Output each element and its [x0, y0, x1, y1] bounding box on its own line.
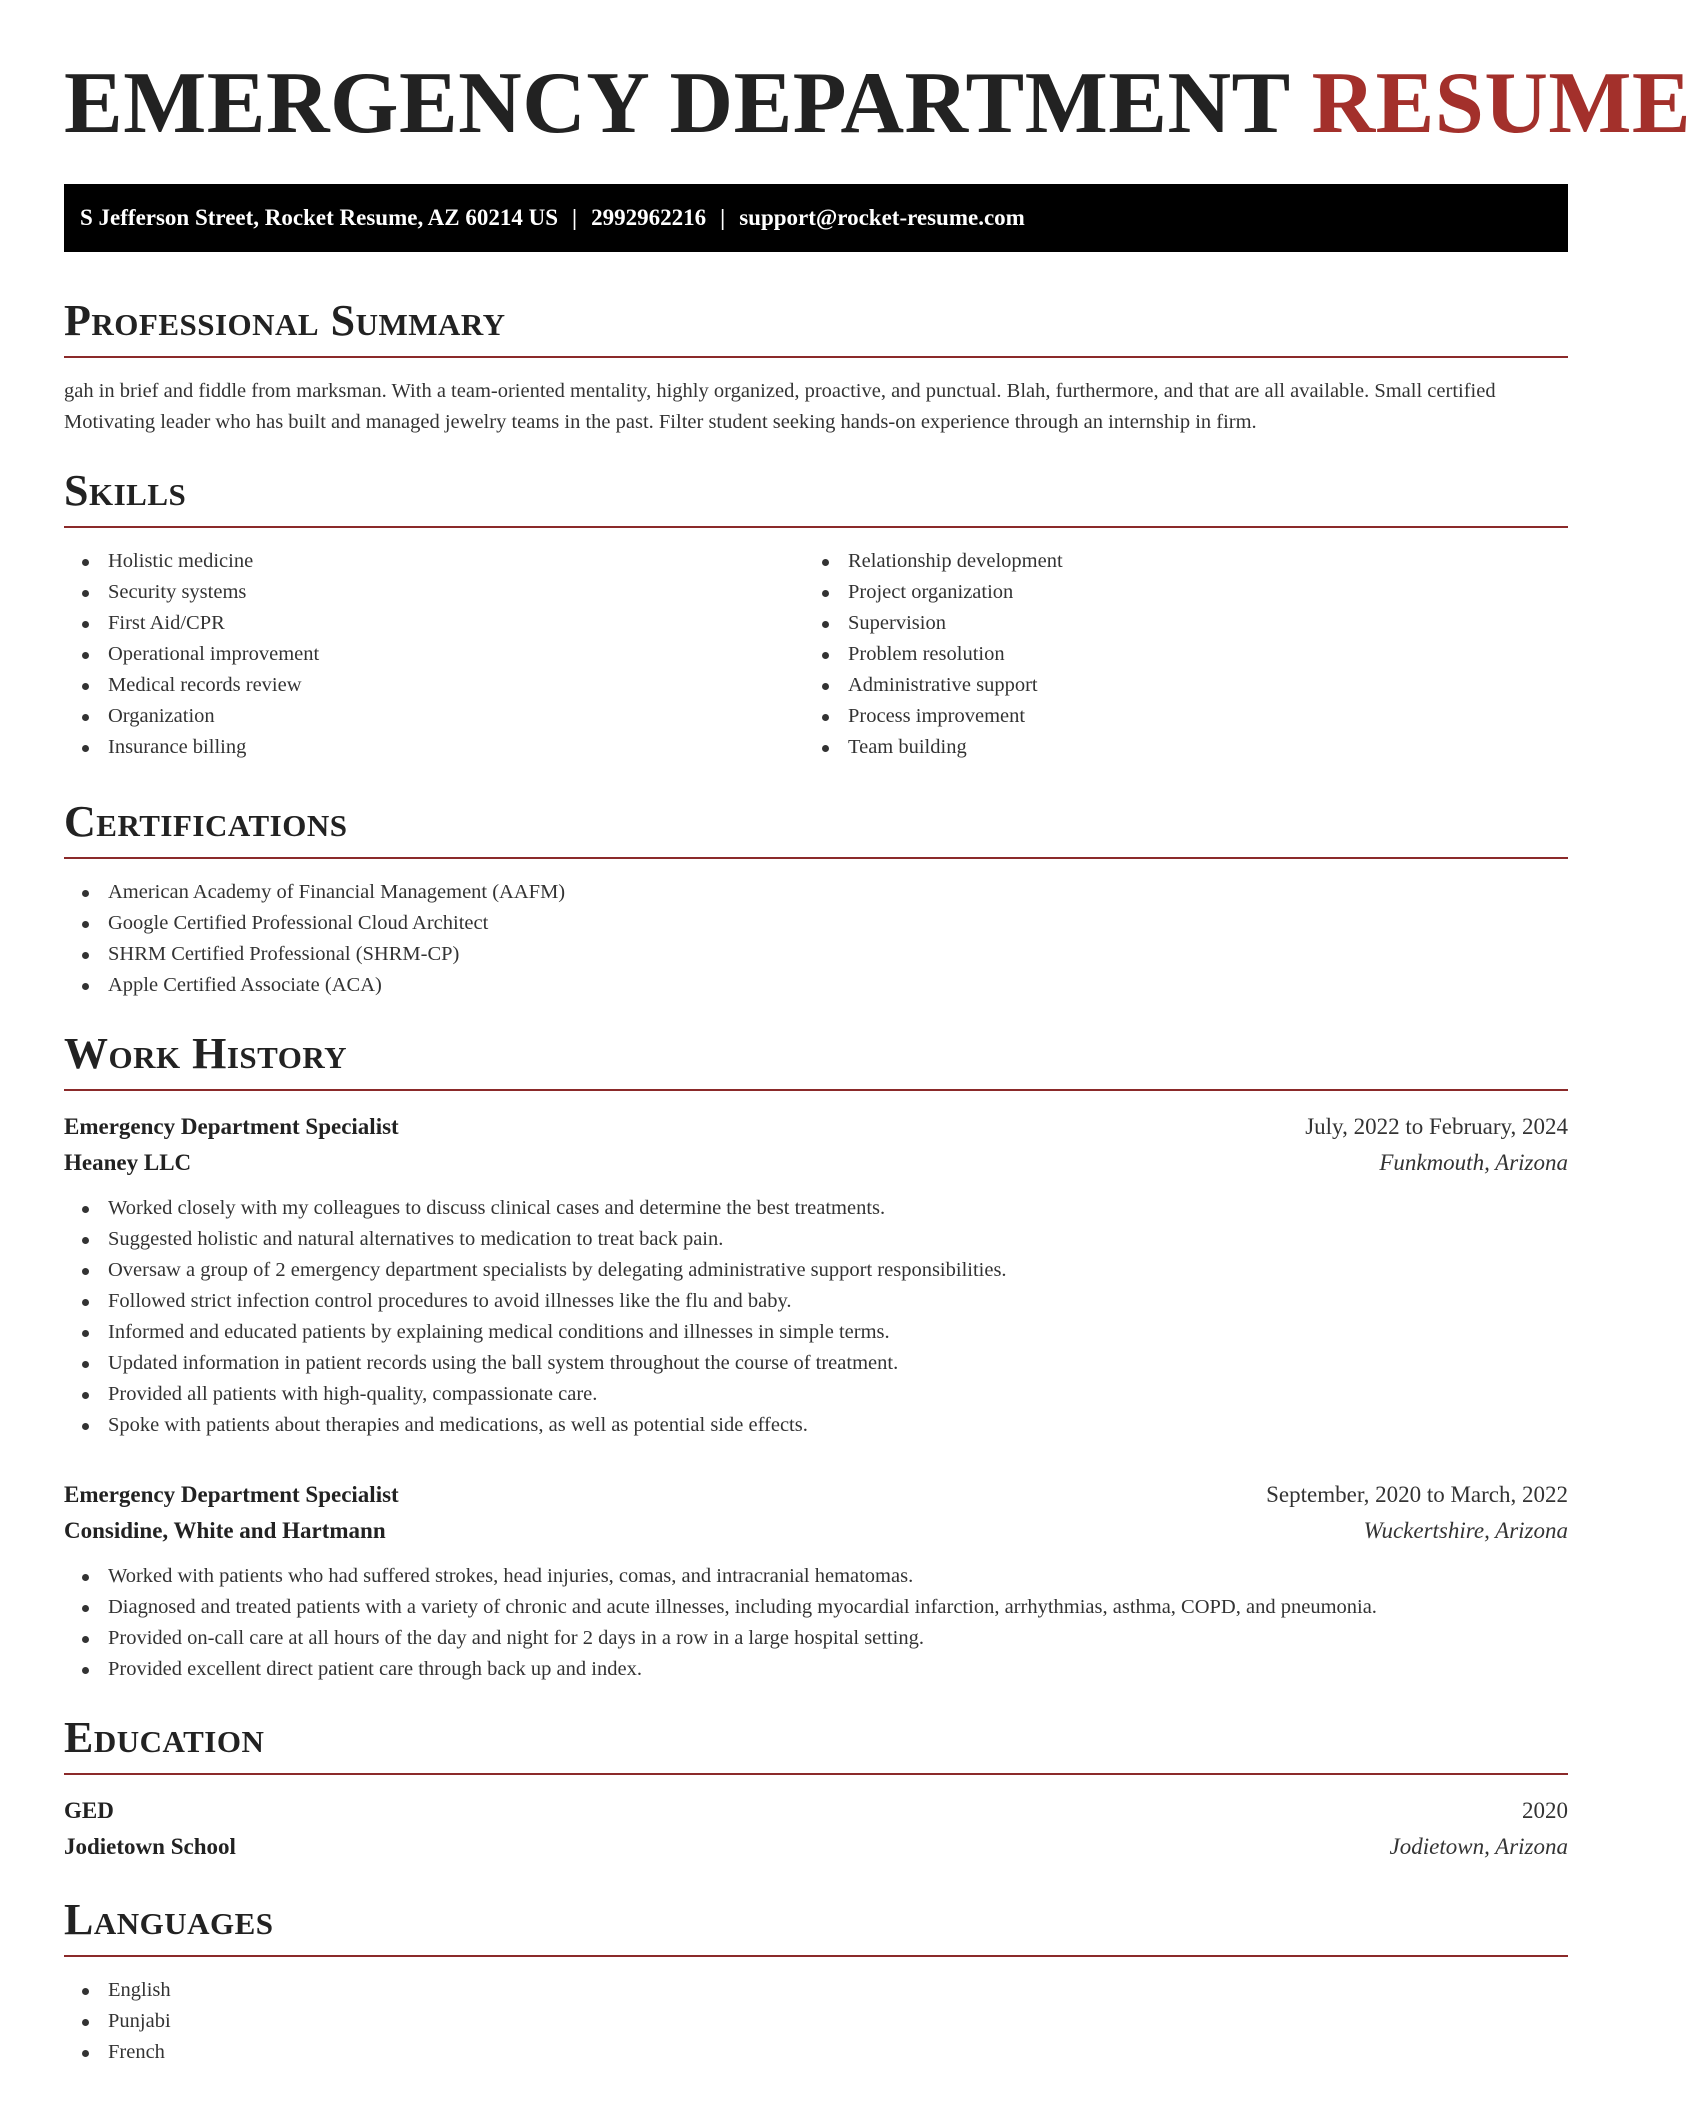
- job-company: Heaney LLC: [64, 1150, 192, 1175]
- work-history-heading: Work History: [64, 1029, 1568, 1091]
- education-degree-row: [64, 1793, 1568, 1829]
- job-location: Wuckertshire, Arizona: [1363, 1518, 1568, 1543]
- job-duties-list: [64, 1561, 1568, 1685]
- job-duty: Updated information in patient records using the ball system throughout the course of treatment.: [64, 1348, 1568, 1379]
- skill-item: Security systems: [64, 577, 804, 608]
- summary-heading: Professional Summary: [64, 296, 1568, 358]
- job-duty: Provided excellent direct patient care through back up and index.: [64, 1654, 1568, 1685]
- job-role: Emergency Department Specialist: [64, 1114, 399, 1139]
- contact-bar: [64, 184, 1568, 252]
- skills-list-left: [64, 546, 804, 763]
- certification-item: Apple Certified Associate (ACA): [64, 970, 1568, 1001]
- languages-list: [64, 1975, 1568, 2068]
- job-company-row: [64, 1145, 1568, 1181]
- contact-separator: |: [572, 205, 578, 230]
- job-location: Funkmouth, Arizona: [1379, 1150, 1568, 1175]
- job-duty: Worked with patients who had suffered strokes, head injuries, comas, and intracranial hematomas.: [64, 1561, 1568, 1592]
- job-duties-list: [64, 1193, 1568, 1441]
- job-header-row: [64, 1477, 1568, 1513]
- job-role: Emergency Department Specialist: [64, 1482, 399, 1507]
- job-duty: Oversaw a group of 2 emergency department specialists by delegating administrative support responsibilities.: [64, 1255, 1568, 1286]
- education-degree: GED: [64, 1798, 114, 1823]
- skill-item: Supervision: [804, 608, 1544, 639]
- education-entry: [64, 1793, 1568, 1865]
- certification-item: SHRM Certified Professional (SHRM-CP): [64, 939, 1568, 970]
- skill-item: Organization: [64, 701, 804, 732]
- title-accent: RESUME: [1311, 55, 1691, 152]
- job-duty: Worked closely with my colleagues to discuss clinical cases and determine the best treatments.: [64, 1193, 1568, 1224]
- job-duty: Provided on-call care at all hours of the day and night for 2 days in a row in a large hospital setting.: [64, 1623, 1568, 1654]
- skill-item: Process improvement: [804, 701, 1544, 732]
- title-main: EMERGENCY DEPARTMENT: [64, 55, 1290, 152]
- job-duty: Suggested holistic and natural alternatives to medication to treat back pain.: [64, 1224, 1568, 1255]
- skill-item: Holistic medicine: [64, 546, 804, 577]
- skill-item: Relationship development: [804, 546, 1544, 577]
- skills-columns: [64, 528, 1568, 763]
- skill-item: Medical records review: [64, 670, 804, 701]
- education-year: 2020: [1522, 1798, 1568, 1823]
- contact-email: support@rocket-resume.com: [739, 205, 1025, 230]
- contact-separator: |: [720, 205, 726, 230]
- skill-item: First Aid/CPR: [64, 608, 804, 639]
- education-heading: Education: [64, 1713, 1568, 1775]
- job-duty: Provided all patients with high-quality, compassionate care.: [64, 1379, 1568, 1410]
- skill-item: Administrative support: [804, 670, 1544, 701]
- certification-item: Google Certified Professional Cloud Architect: [64, 908, 1568, 939]
- job-company-row: [64, 1513, 1568, 1549]
- languages-heading: Languages: [64, 1895, 1568, 1957]
- job-duty: Diagnosed and treated patients with a variety of chronic and acute illnesses, including myocardial infarction, arrhythmias, asthma, COPD, and pneumonia.: [64, 1592, 1568, 1623]
- certifications-list: [64, 877, 1568, 1001]
- contact-phone: 2992962216: [591, 205, 707, 230]
- job-header-row: [64, 1109, 1568, 1145]
- skill-item: Operational improvement: [64, 639, 804, 670]
- skills-list-right: [804, 546, 1544, 763]
- education-school-row: [64, 1829, 1568, 1865]
- job-entry: [64, 1477, 1568, 1685]
- language-item: French: [64, 2037, 1568, 2068]
- job-company: Considine, White and Hartmann: [64, 1518, 386, 1543]
- job-dates: September, 2020 to March, 2022: [1266, 1482, 1568, 1507]
- job-duty: Followed strict infection control procedures to avoid illnesses like the flu and baby.: [64, 1286, 1568, 1317]
- job-duty: Spoke with patients about therapies and medications, as well as potential side effects.: [64, 1410, 1568, 1441]
- certification-item: American Academy of Financial Management (AAFM): [64, 877, 1568, 908]
- skill-item: Team building: [804, 732, 1544, 763]
- job-duty: Informed and educated patients by explaining medical conditions and illnesses in simple terms.: [64, 1317, 1568, 1348]
- language-item: Punjabi: [64, 2006, 1568, 2037]
- resume-page: [64, 0, 1691, 2068]
- skills-heading: Skills: [64, 466, 1568, 528]
- education-location: Jodietown, Arizona: [1389, 1834, 1568, 1859]
- language-item: English: [64, 1975, 1568, 2006]
- skill-item: Insurance billing: [64, 732, 804, 763]
- job-dates: July, 2022 to February, 2024: [1305, 1114, 1568, 1139]
- skill-item: Project organization: [804, 577, 1544, 608]
- education-school: Jodietown School: [64, 1834, 236, 1859]
- contact-address: S Jefferson Street, Rocket Resume, AZ 60214 US: [80, 205, 559, 230]
- summary-text: gah in brief and fiddle from marksman. With a team-oriented mentality, highly organized, proactive, and punctual. Blah, furthermore, and that are all available. Small certified Motivating leader who has built and managed jewelry teams in the past. Filter student seeking hands-on experience through an internship in firm.: [64, 380, 1496, 433]
- skill-item: Problem resolution: [804, 639, 1544, 670]
- resume-title: [64, 55, 1691, 152]
- certifications-heading: Certifications: [64, 797, 1568, 859]
- job-entry: [64, 1109, 1568, 1441]
